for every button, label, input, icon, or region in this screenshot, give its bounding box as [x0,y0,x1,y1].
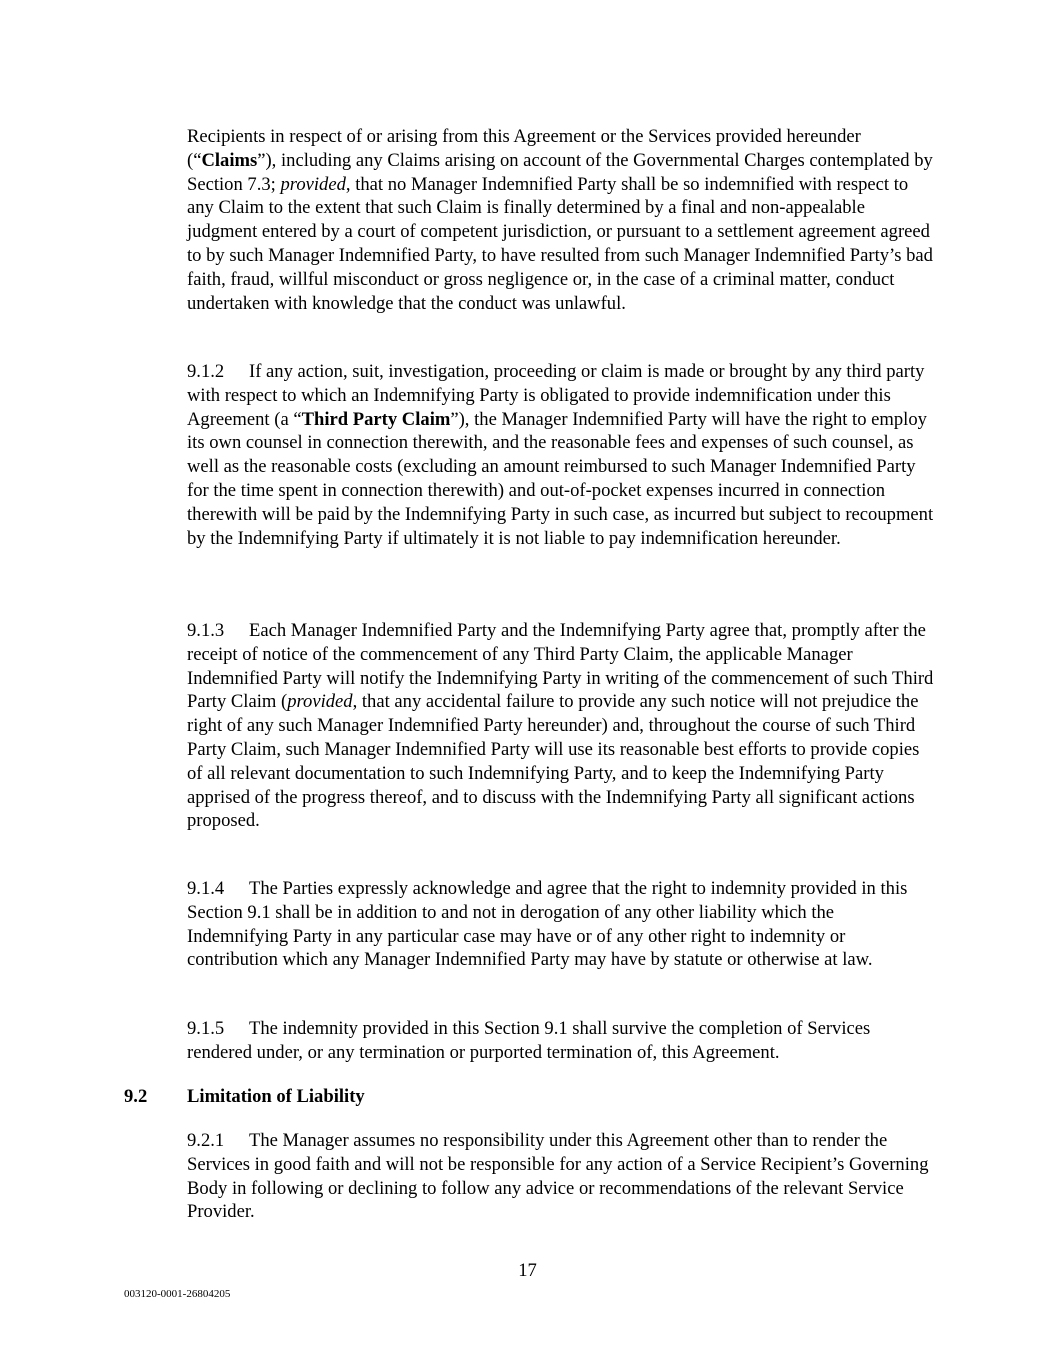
section-9-2-1 [187,1129,937,1224]
claims-defined-term: Claims [201,149,258,171]
section-9-1-3 [187,619,937,833]
continuation-text-1: Recipients in respect of or arising from this Agreement or the Services provided hereunder (“ [187,126,861,171]
section-number: 9.2.1 [187,1130,225,1151]
section-9-2-number: 9.2 [124,1086,148,1107]
document-id: 003120-0001-26804205 [124,1288,231,1300]
section-number: 9.1.5 [187,1018,225,1039]
section-text: The Manager assumes no responsibility under this Agreement other than to render the Services in good faith and will not be responsible for any action of a Service Recipient’s Governing Body in following or declining to follow any advice or recommendations of the relevant Service Provider. [187,1130,929,1223]
section-number: 9.1.2 [187,361,225,382]
section-number: 9.1.3 [187,620,225,641]
provided-italic: provided [280,173,346,195]
section-9-2-title: Limitation of Liability [187,1086,365,1107]
section-9-1-5 [187,1017,937,1065]
continuation-paragraph [187,125,937,315]
section-text-2: , that any accidental failure to provide any such notice will not prejudice the right of any such Manager Indemnified Party hereunder) and, throughout the course of such Third Party Claim, such Manager Indemnified Party will use its reasonable best efforts to provide copies of all relevant documentation to such Indemnifying Party, and to keep the Indemnifying Party apprised of the progress thereof, and to discuss with the Indemnifying Party all significant actions proposed. [187,691,920,832]
section-number: 9.1.4 [187,878,225,899]
third-party-claim-defined-term: Third Party Claim [301,408,451,430]
page-number: 17 [518,1260,537,1281]
section-9-1-2 [187,360,937,550]
section-text: The Parties expressly acknowledge and agree that the right to indemnity provided in this Section 9.1 shall be in addition to and not in derogation of any other liability which the Indemnifying Party in any particular case may have or of any other right to indemnity or contribution which any Manager Indemnified Party may have by statute or otherwise at law. [187,878,908,971]
section-text-1: If any action, suit, investigation, proceeding or claim is made or brought by any third party with respect to which an Indemnifying Party is obligated to provide indemnification under this Agreement (a “ [187,361,925,430]
section-text: The indemnity provided in this Section 9.1 shall survive the completion of Services rendered under, or any termination or purported termination of, this Agreement. [187,1018,871,1063]
continuation-text-2: ”), including any Claims arising on account of the Governmental Charges contemplated by Section 7.3; [187,149,933,195]
section-9-1-4 [187,877,937,972]
section-text-1: Each Manager Indemnified Party and the Indemnifying Party agree that, promptly after the receipt of notice of the commencement of any Third Party Claim, the applicable Manager Indemnified Party will notify the Indemnifying Party in writing of the commencement of such Third Party Claim ( [187,620,934,713]
continuation-text-3: , that no Manager Indemnified Party shall be so indemnified with respect to any Claim to the extent that such Claim is finally determined by a final and non-appealable judgment entered by a court of competent jurisdiction, or pursuant to a settlement agreement agreed to by such Manager Indemnified Party, to have resulted from such Manager Indemnified Party’s bad faith, fraud, willful misconduct or gross negligence or, in the case of a criminal matter, conduct undertaken with knowledge that the conduct was unlawful. [187,173,933,314]
section-text-2: ”), the Manager Indemnified Party will have the right to employ its own counsel in connection therewith, and the reasonable fees and expenses of such counsel, as well as the reasonable costs (excluding an amount reimbursed to such Manager Indemnified Party for the time spent in connection therewith) and out-of-pocket expenses incurred in connection therewith will be paid by the Indemnifying Party in such case, as incurred but subject to recoupment by the Indemnifying Party if ultimately it is not liable to pay indemnification hereunder. [187,408,934,549]
provided-italic: provided [287,691,353,713]
